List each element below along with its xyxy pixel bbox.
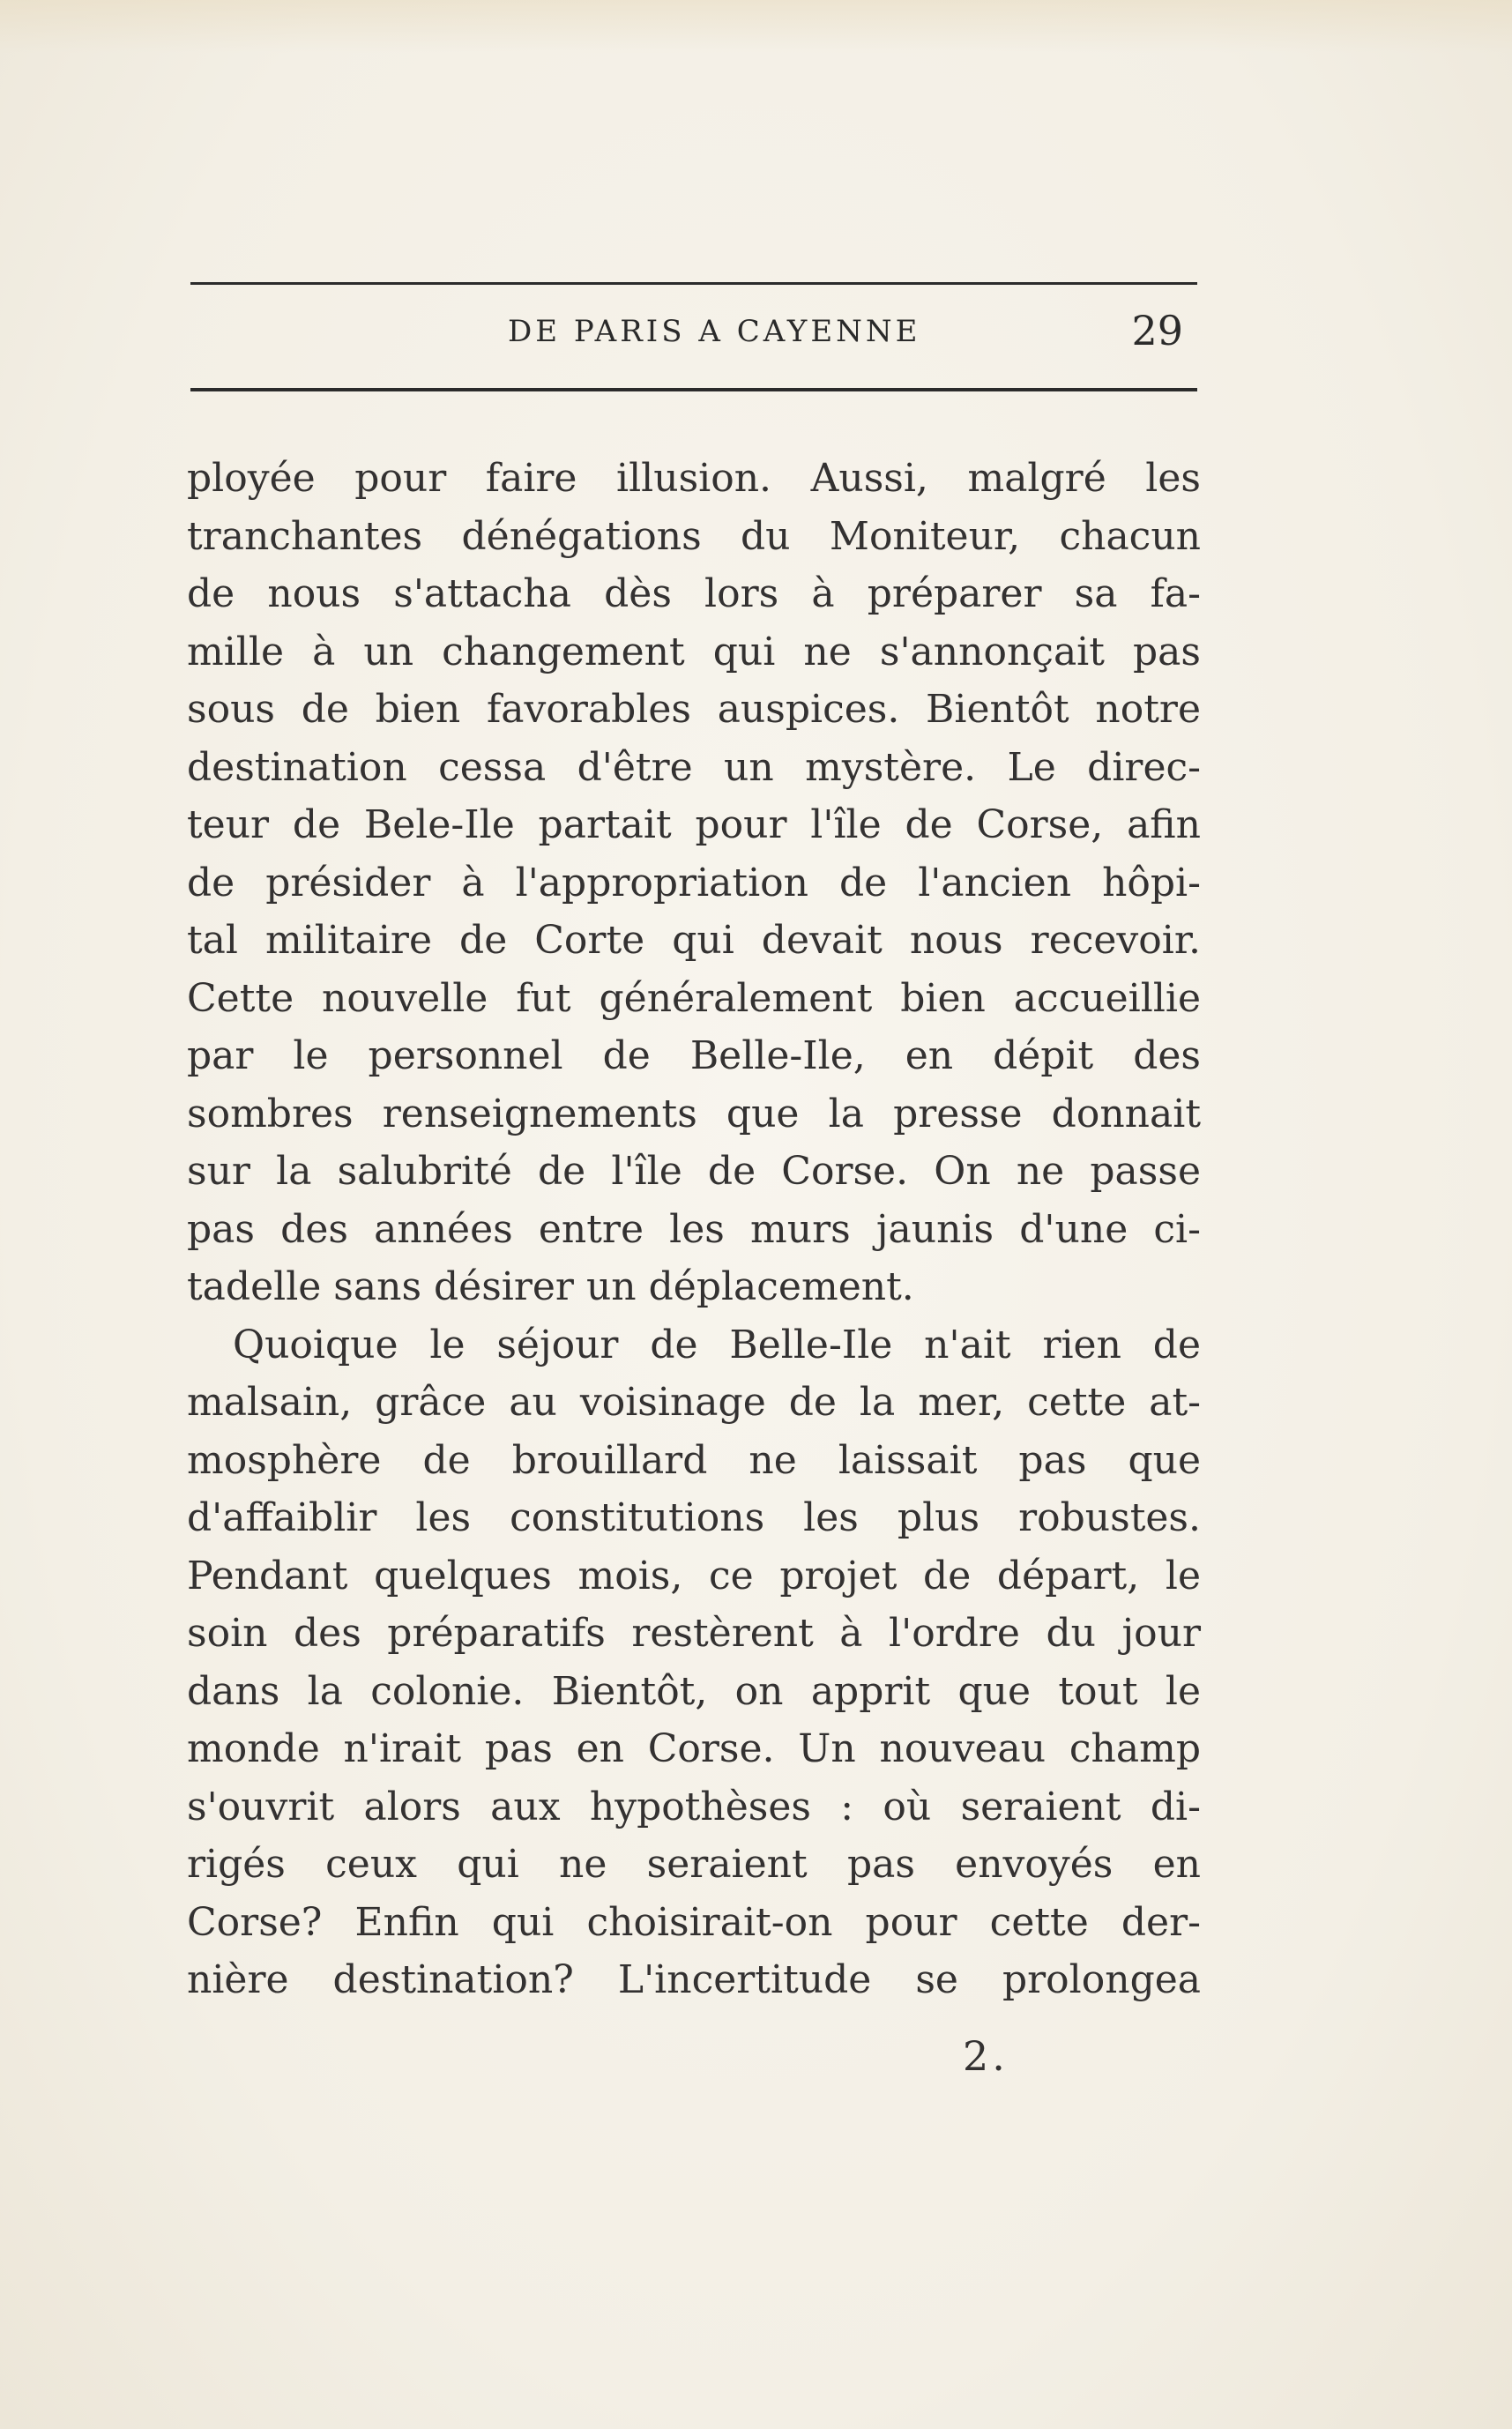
- text-line: monde n'irait pas en Corse. Un nouveau champ: [187, 1726, 1201, 1771]
- signature-mark: 2.: [963, 2032, 1009, 2080]
- text-line: Quoique le séjour de Belle-Ile n'ait rien de: [233, 1322, 1201, 1367]
- text-line: dans la colonie. Bientôt, on apprit que tout le: [187, 1668, 1201, 1714]
- text-line: Pendant quelques mois, ce projet de départ, le: [187, 1553, 1201, 1598]
- text-line: ployée pour faire illusion. Aussi, malgré les: [187, 456, 1201, 501]
- text-line: tadelle sans désirer un déplacement.: [187, 1264, 914, 1309]
- text-line: de présider à l'appropriation de l'ancien hôpi-: [187, 860, 1201, 905]
- text-line: d'affaiblir les constitutions les plus robustes.: [187, 1495, 1201, 1540]
- page-number: 29: [1131, 307, 1183, 354]
- header-rule-bottom: [190, 388, 1197, 391]
- paper-stain: [0, 0, 1512, 53]
- text-line: tal militaire de Corte qui devait nous recevoir.: [187, 918, 1201, 963]
- text-line: mosphère de brouillard ne laissait pas que: [187, 1437, 1201, 1483]
- header-rule-top: [190, 282, 1197, 285]
- text-line: sombres renseignements que la presse donnait: [187, 1091, 1201, 1136]
- text-line: rigés ceux qui ne seraient pas envoyés en: [187, 1842, 1201, 1887]
- text-line: sur la salubrité de l'île de Corse. On ne passe: [187, 1149, 1201, 1194]
- text-line: malsain, grâce au voisinage de la mer, cette at-: [187, 1380, 1201, 1425]
- text-line: pas des années entre les murs jaunis d'une ci-: [187, 1206, 1201, 1252]
- text-line: s'ouvrit alors aux hypothèses : où seraient di-: [187, 1784, 1201, 1829]
- text-line: tranchantes dénégations du Moniteur, chacun: [187, 513, 1201, 559]
- body-text: [187, 450, 1201, 2009]
- text-line: Cette nouvelle fut généralement bien accueillie: [187, 975, 1201, 1021]
- text-line: de nous s'attacha dès lors à préparer sa fa-: [187, 571, 1201, 616]
- running-title: DE PARIS A CAYENNE: [508, 314, 921, 349]
- text-line: soin des préparatifs restèrent à l'ordre du jour: [187, 1611, 1201, 1656]
- text-line: Corse? Enfin qui choisirait-on pour cette der-: [187, 1899, 1201, 1945]
- text-line: teur de Bele-Ile partait pour l'île de Corse, afin: [187, 802, 1201, 847]
- running-head: [190, 307, 1197, 369]
- text-line: destination cessa d'être un mystère. Le direc-: [187, 744, 1201, 790]
- text-line: nière destination? L'incertitude se prolongea: [187, 1957, 1201, 2002]
- text-line: mille à un changement qui ne s'annonçait pas: [187, 629, 1201, 674]
- text-line: par le personnel de Belle-Ile, en dépit des: [187, 1033, 1201, 1078]
- text-line: sous de bien favorables auspices. Bientôt notre: [187, 687, 1201, 732]
